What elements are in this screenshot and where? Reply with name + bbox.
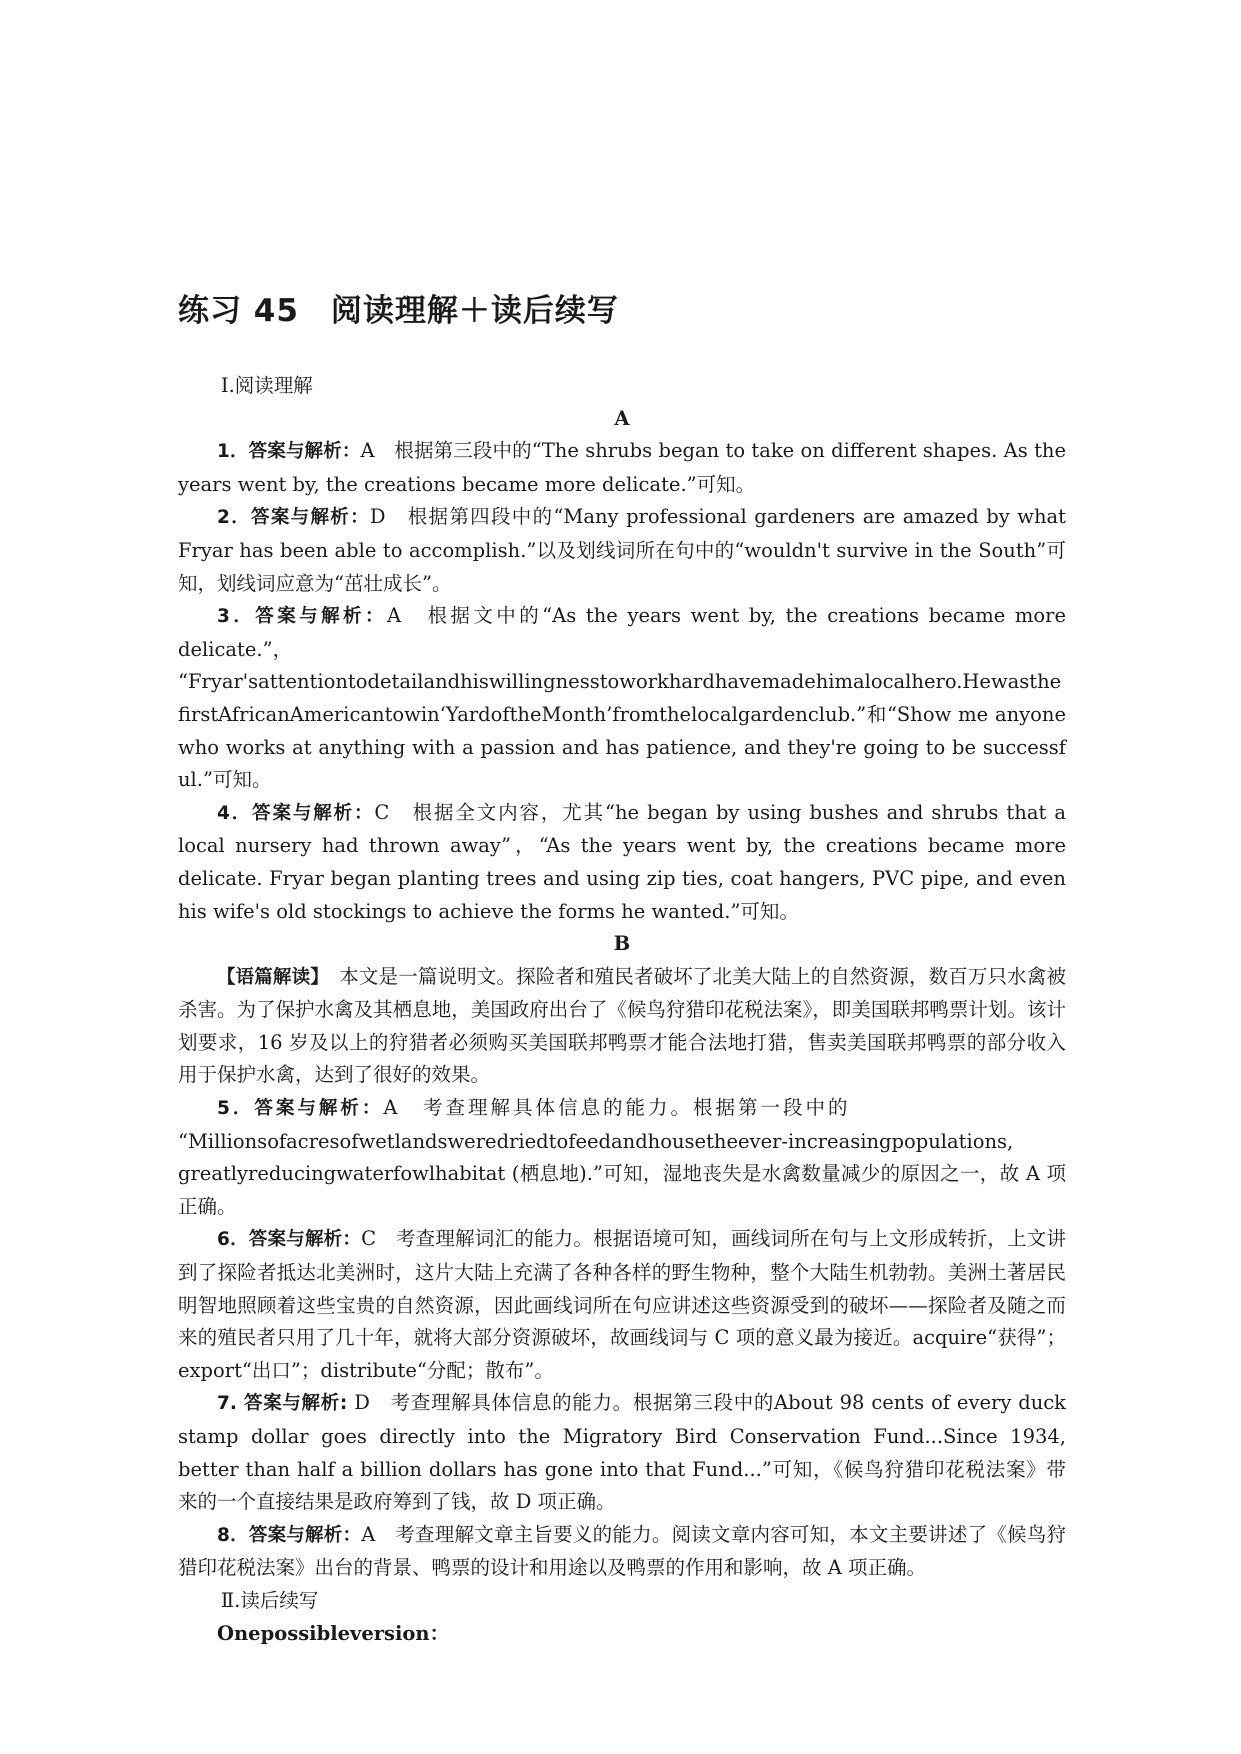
answer-1 (178, 435, 1066, 501)
answer-5-continued: greatlyreducingwaterfowlhabitat (栖息地).”可知，湿地丧失是水禽数量减少的原因之一，故 A 项正确。 (178, 1162, 1066, 1218)
answer-8 (178, 1519, 1066, 1585)
page-content (178, 370, 1066, 1650)
part-label-a: A (614, 406, 630, 430)
page-title: 练习 45 阅读理解＋读后续写 (178, 293, 619, 329)
answer-text: A 根据第三段中的“The shrubs began to take on different shapes. As the years went by, the creations became more delicate.”可知。 (178, 439, 1067, 496)
answer-text: D 根据第四段中的“Many professional gardeners are amazed by what Fryar has been able to accomplish.”以及划线词所在句中的“wouldn't survive in the South”可知，划线词应意为“茁壮成长”。 (178, 505, 1066, 595)
section-heading-continuation: Ⅱ.读后续写 (220, 1588, 319, 1612)
answer-7 (178, 1387, 1066, 1518)
answer-text: A 考查理解具体信息的能力。根据第一段中的 (383, 1096, 851, 1120)
discourse-reading (178, 961, 1066, 1092)
answer-text: A 根据文中的“As the years went by, the creations became more delicate.”， (178, 604, 1067, 661)
answer-text: A 考查理解文章主旨要义的能力。阅读文章内容可知，本文主要讲述了《候鸟狩猎印花税法案》出台的背景、鸭票的设计和用途以及鸭票的作用和影响，故 A 项正确。 (178, 1522, 1066, 1580)
answer-label: 4．答案与解析： (217, 802, 375, 824)
answer-label: 2．答案与解析： (217, 507, 370, 529)
answer-6 (178, 1223, 1066, 1387)
answer-label: 8．答案与解析： (217, 1524, 362, 1546)
answer-text: C 根据全文内容，尤其“he began by using bushes and shrubs that a local nursery had thrown away”，“As the years went by, the creations became more delicate. Fryar began planting trees and using zip ties, coat hangers, PVC pipe, and even his wife's old stockings to achieve the forms he wanted.”可知。 (178, 800, 1066, 923)
answer-label: 3．答案与解析： (217, 606, 387, 628)
possible-version-label: Onepossibleversion： (217, 1621, 450, 1645)
answer-5-quote: “Millionsofacresofwetlandsweredriedtofeedandhousetheever-increasingpopulations, (178, 1129, 1014, 1153)
answer-4 (178, 797, 1066, 928)
answer-label: 1．答案与解析： (217, 441, 361, 463)
answer-label: 7. 答案与解析: (217, 1393, 348, 1415)
section-heading-reading: Ⅰ.阅读理解 (220, 374, 313, 397)
answer-label: 6．答案与解析： (217, 1229, 362, 1251)
discourse-text: 本文是一篇说明文。探险者和殖民者破坏了北美大陆上的自然资源，数百万只水禽被杀害。为了保护水禽及其栖息地，美国政府出台了《候鸟狩猎印花税法案》，即美国联邦鸭票计划。该计划要求，16 岁及以上的狩猎者必须购买美国联邦鸭票才能合法地打猎，售卖美国联邦鸭票的部分收入用于保护水禽，达到了很好的效果。 (178, 964, 1066, 1087)
answer-3-continued: “Fryar'sattentiontodetailandhiswillingnesstoworkhardhavemadehimalocalhero.HewasthefirstAfricanAmericantowin‘YardoftheMonth’fromthelocalgardenclub.”和“Show me anyone who works at anything with a passion and has patience, and they're going to be successful.”可知。 (178, 670, 1066, 792)
answer-label: 5．答案与解析： (217, 1098, 384, 1120)
answer-5 (178, 1092, 1066, 1126)
answer-2 (178, 501, 1066, 600)
part-label-b: B (613, 932, 631, 956)
answer-text: D 考查理解具体信息的能力。根据第三段中的About 98 cents of every duck stamp dollar goes directly into the Migratory Bird Conservation Fund...Since 1934, better than half a billion dollars has gone into that Fund...”可知，《候鸟狩猎印花税法案》带来的一个直接结果是政府筹到了钱，故 D 项正确。 (178, 1391, 1066, 1514)
answer-3 (178, 600, 1066, 666)
discourse-label: 【语篇解读】 (217, 966, 320, 988)
answer-text: C 考查理解词汇的能力。根据语境可知，画线词所在句与上文形成转折，上文讲到了探险者抵达北美洲时，这片大陆上充满了各种各样的野生物种，整个大陆生机勃勃。美洲土著居民明智地照顾着这些宝贵的自然资源，因此画线词所在句应讲述这些资源受到的破坏——探险者及随之而来的殖民者只用了几十年，就将大部分资源破坏，故画线词与 C 项的意义最为接近。acquire“获得”；export“出口”；distribute“分配；散布”。 (178, 1227, 1067, 1382)
